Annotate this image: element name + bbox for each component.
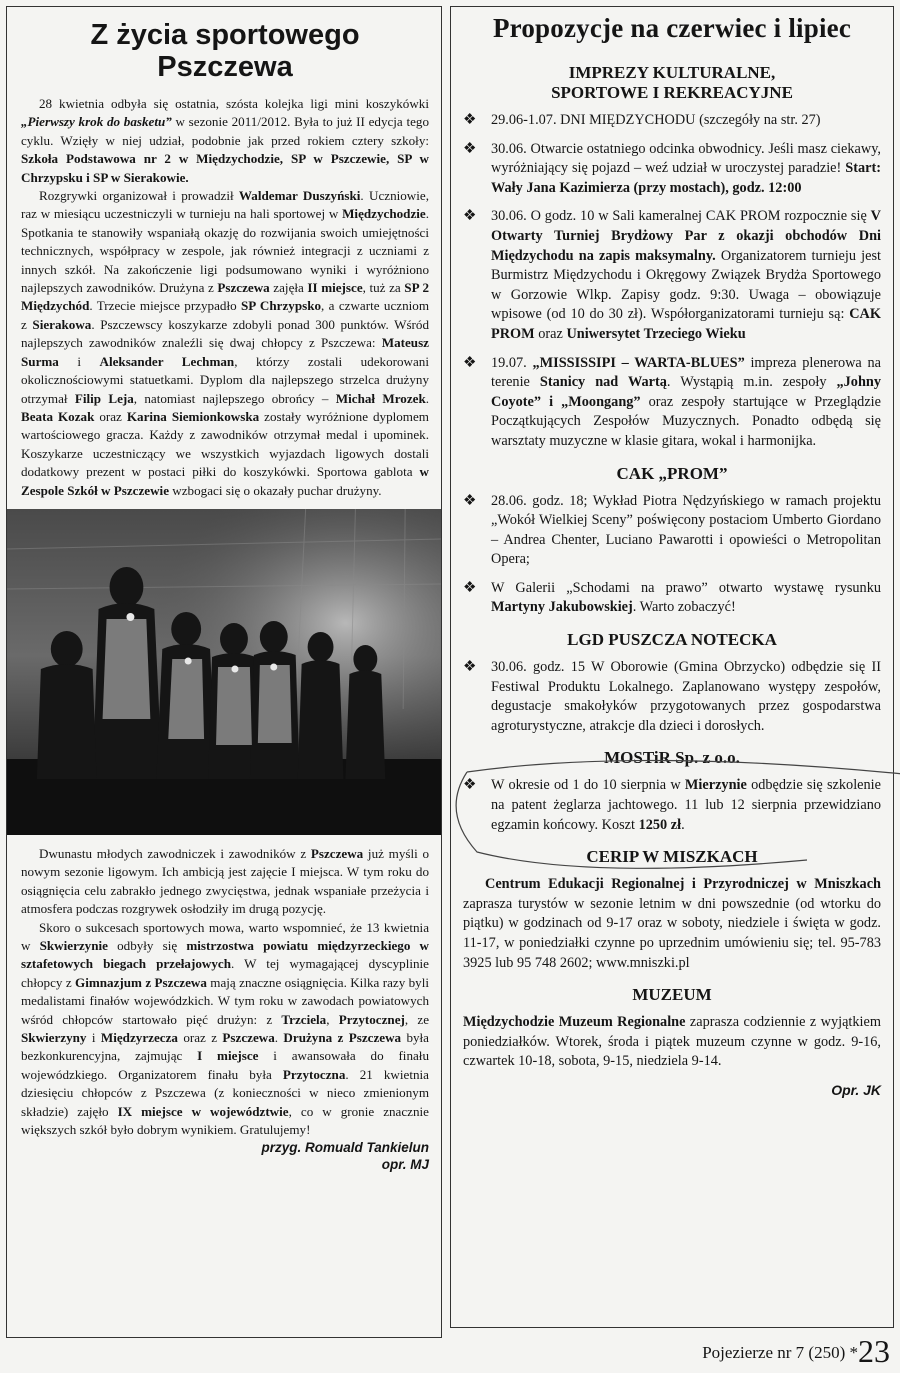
article-paragraph-3 bbox=[21, 845, 429, 919]
emphasis-text: w Zespole Szkół w Pszczewie bbox=[21, 464, 429, 498]
emphasis-text: Uniwersytet Trzeciego Wieku bbox=[566, 325, 746, 342]
text-run: , a czwarte uczniom z bbox=[21, 298, 430, 332]
text-run: i awansowała do finału wojewódzkiego. Organizatorem finału była bbox=[21, 1048, 429, 1082]
left-article bbox=[6, 6, 442, 1338]
text-run: w sezonie 2011/2012. Była to już II edycja tego cyklu. Wzięły w niej udział, podobnie jak przed rokiem cztery szkoły: bbox=[21, 114, 429, 148]
text-run: 30.06. Otwarcie ostatniego odcinka obwodnicy. Jeśli masz ciekawy, wyróżniający się pojazd – weź udział w uroczystej paradzie! bbox=[491, 140, 881, 177]
section-title-mostir: MOSTiR Sp. z o.o. bbox=[604, 748, 740, 768]
text-run: W okresie od 1 do 10 sierpnia w bbox=[491, 777, 685, 794]
text-run: oraz zespoły startujące w Przeglądzie Początkujących Zespołów Muzycznych. Ponadto odbędą się warsztaty muzyczne w klasie gitara, wokal i harmonijka. bbox=[491, 393, 881, 449]
emphasis-text: Międzychodzie bbox=[342, 206, 426, 222]
emphasis-text: Gimnazjum z Pszczewa bbox=[75, 974, 207, 990]
emphasis-text: SP 2 Międzychód bbox=[21, 280, 429, 314]
text-run: . bbox=[425, 390, 430, 406]
text-run: oraz bbox=[94, 408, 127, 424]
team-photo bbox=[7, 509, 441, 835]
list-item bbox=[463, 492, 881, 570]
list-item-text bbox=[491, 492, 881, 570]
bullet-icon: ❖ bbox=[463, 112, 477, 128]
text-run: i bbox=[86, 1030, 101, 1045]
emphasis-text: Przytoczna bbox=[282, 1066, 346, 1082]
text-run: Organizatorem turnieju jest Burmistrz Międzychodu i Okręgowy Związek Brydża Sportowego w Gorzowie Wlkp. Zapisy godz. 9:30. Uwaga – obowiązuje wpisowe (od 10 do 30 zł). Współorganizatorami turnieju są: bbox=[491, 247, 882, 323]
emphasis-text: 1250 zł bbox=[638, 816, 682, 833]
text-run: była bezkonkurencyjna, zajmując bbox=[21, 1030, 429, 1064]
events-list bbox=[463, 111, 881, 452]
right-listings bbox=[450, 6, 894, 1328]
bullet-icon: ❖ bbox=[463, 492, 477, 509]
section-title-events-line-2: SPORTOWE I REKREACYJNE bbox=[551, 83, 793, 102]
text-run: 28 kwietnia odbyła się ostatnia, szósta kolejka ligi mini koszykówki bbox=[39, 96, 429, 111]
muzeum-paragraph bbox=[463, 1013, 881, 1072]
text-run: mają znaczne osiągnięcia. Kilka razy byli medalistami finałów wojewódzkich. W tym roku w zawodach powiatowych wśród chłopców startowało pięć drużyn: z bbox=[21, 974, 429, 1027]
bullet-icon: ❖ bbox=[463, 208, 477, 225]
section-title-lgd: LGD PUSZCZA NOTECKA bbox=[567, 630, 777, 650]
text-run: , bbox=[326, 1011, 339, 1027]
emphasis-text: Aleksander Lechman bbox=[99, 353, 235, 369]
text-run: Dwunastu młodych zawodniczek i zawodników z bbox=[39, 845, 311, 861]
text-run: i bbox=[58, 353, 100, 369]
bullet-icon: ❖ bbox=[463, 140, 477, 157]
emphasis-text: SP Chrzypsko bbox=[241, 298, 322, 314]
text-run: oraz bbox=[534, 325, 567, 342]
emphasis-text: Drużyna z Pszczewa bbox=[283, 1030, 402, 1045]
editor-signature: opr. MJ bbox=[381, 1157, 429, 1173]
mostir-list bbox=[463, 776, 881, 835]
text-run: już myśli o nowym sezonie ligowym. Ich ambicją jest zajęcie I miejsca. W tym roku do osiągnięcia celu zabrakło jednego zwycięstwa, jednak wspaniałe przeżycia i atmosfera podczas rozgrywek osłodziły im drugą pozycję. bbox=[21, 845, 429, 917]
section-title-cerip: CERIP W MISZKACH bbox=[586, 847, 758, 867]
text-run: zaprasza turystów w sezonie letnim w dni powszednie (od wtorku do piątku) w godzinach od 9-17 oraz w soboty, niedziele i święta w godz. 11-17, w poniedziałki czynne po uprzednim umówieniu się; tel. 95-783 3925 lub 95 748 2602; www.mniszki.pl bbox=[463, 895, 881, 971]
text-run: . Trzecie miejsce przypadło bbox=[89, 298, 241, 314]
text-run: impreza plenerowa na terenie bbox=[491, 354, 881, 391]
emphasis-text: „MISSISSIPI – WARTA-BLUES” bbox=[532, 354, 745, 371]
section-title-events-line-1: IMPREZY KULTURALNE, bbox=[568, 63, 776, 82]
list-item bbox=[463, 111, 881, 131]
list-item-text bbox=[491, 776, 881, 835]
emphasis-text: Międzychodzie Muzeum Regionalne bbox=[463, 1014, 686, 1031]
emphasis-text: Beata Kozak bbox=[21, 408, 95, 424]
text-run: , co w gronie znacznie większych szkół było dobrym wynikiem. Gratulujemy! bbox=[21, 1103, 429, 1138]
text-run: . Pszczewscy koszykarze zdobyli ponad 300 punktów. Wśród najlepszych zawodników znaleźli się dwaj chłopcy z Pszczewa: bbox=[21, 316, 429, 351]
list-item bbox=[463, 140, 881, 199]
text-run: . Uczniowie, raz w miesiącu uczestniczyli w turnieju na hali sportowej w bbox=[21, 188, 429, 222]
emphasis-text: CAK PROM bbox=[491, 306, 881, 342]
emphasis-text: Waldemar Duszyński bbox=[238, 188, 361, 204]
list-item bbox=[463, 354, 881, 452]
page-number: 23 bbox=[858, 1333, 890, 1369]
emphasis-text: Pszczewa bbox=[310, 845, 364, 861]
text-run: . Spotkania te stanowiły wspaniałą okazję do rozwijania swoich umiejętności technicznych, współpracy w zespole, jak również integracji z uczniami z innych szkół. Na zakończenie ligi podsumowano wyniki i wyróżniono najlepszych zawodników. Drużyna z bbox=[21, 206, 429, 296]
list-item-text bbox=[491, 579, 881, 618]
emphasis-text: I miejsce bbox=[197, 1048, 259, 1064]
emphasis-text: Mateusz Surma bbox=[21, 335, 429, 369]
text-run: . bbox=[274, 1030, 284, 1045]
text-run: Skoro o sukcesach sportowych mowa, warto wspomnieć, że 13 kwietnia w bbox=[21, 919, 429, 953]
emphasis-text: Skwierzynie bbox=[39, 937, 108, 953]
title-line-2: Pszczewa bbox=[157, 51, 293, 83]
emphasis-text: „Pierwszy krok do basketu” bbox=[21, 114, 172, 130]
list-item-text bbox=[491, 111, 881, 131]
text-run: , natomiast najlepszego obrońcy – bbox=[133, 390, 336, 406]
page-footer bbox=[702, 1335, 890, 1369]
emphasis-text: Mierzynie bbox=[684, 777, 747, 794]
article-title bbox=[21, 19, 429, 83]
listings-title: Propozycje na czerwiec i lipiec bbox=[492, 13, 852, 43]
emphasis-text: Michał Mrozek bbox=[335, 390, 426, 406]
team-photo-image bbox=[7, 509, 441, 835]
text-run: zajęła bbox=[269, 280, 308, 296]
emphasis-text: Filip Leja bbox=[74, 390, 134, 406]
list-item bbox=[463, 207, 881, 344]
text-run: 28.06. godz. 18; Wykład Piotra Nędzyńskiego w ramach projektu „Wokół Wielkiej Sceny” poświęcony postaciom Umberto Giordano – Andrea Chenter, Luciano Pawarotti i opowieści o Metropolitan Opera; bbox=[491, 492, 881, 568]
text-run: . 21 kwietnia dziesięciu chłopców z Pszczewa (z konieczności w nieco zmienionym składzie) zajęło bbox=[21, 1066, 429, 1119]
list-item bbox=[463, 776, 881, 835]
list-item-text bbox=[491, 207, 881, 344]
text-run: . Warto zobaczyć! bbox=[632, 599, 736, 616]
bullet-icon: ❖ bbox=[463, 659, 477, 676]
bullet-icon: ❖ bbox=[463, 579, 477, 596]
emphasis-text: Sierakowa bbox=[32, 316, 92, 332]
emphasis-text: Pszczewa bbox=[222, 1030, 275, 1045]
emphasis-text: IX miejsce w województwie bbox=[117, 1103, 289, 1119]
text-run: , którzy zostali udekorowani okolicznościowymi statuetkami. Dyplom dla najlepszego strzelca drużyny otrzymał bbox=[21, 353, 429, 406]
emphasis-text: Skwierzyny bbox=[21, 1030, 87, 1045]
section-title-events bbox=[463, 63, 881, 103]
list-item-text bbox=[491, 658, 881, 736]
section-title-cak-prom: CAK „PROM” bbox=[616, 463, 728, 483]
emphasis-text: Martyny Jakubowskiej bbox=[491, 599, 633, 616]
emphasis-text: Stanicy nad Wartą bbox=[539, 374, 667, 391]
text-run: , tuż za bbox=[362, 280, 405, 296]
text-run: Rozgrywki organizował i prowadził bbox=[39, 188, 239, 204]
article-paragraph-1 bbox=[21, 95, 429, 187]
article-paragraph-4 bbox=[21, 919, 429, 1140]
article-paragraph-2 bbox=[21, 187, 429, 500]
text-run: . W tej wymagającej dyscyplinie chłopcy z bbox=[21, 956, 429, 990]
lgd-list bbox=[463, 658, 881, 736]
emphasis-text: Przytocznej bbox=[338, 1011, 405, 1027]
text-run: , ze bbox=[404, 1011, 430, 1027]
emphasis-text: Pszczewa bbox=[217, 280, 270, 296]
list-item bbox=[463, 579, 881, 618]
text-run: wzbogaci się o okazały puchar drużyny. bbox=[169, 482, 382, 498]
section-title-muzeum: MUZEUM bbox=[632, 985, 712, 1005]
text-run: . Wystąpią m.in. zespoły bbox=[666, 374, 837, 391]
emphasis-text: V Otwarty Turniej Brydżowy Par z okazji obchodów Dni Międzychodu na zapis maksymalny. bbox=[491, 208, 881, 264]
text-run: zaprasza codziennie z wyjątkiem poniedziałków. Wtorek, środa i piątek muzeum czynne w godz. 9-16, czwartek 10-18, sobota, 9-15, niedziela 9-14. bbox=[463, 1014, 881, 1070]
text-run: odbyły się bbox=[107, 937, 187, 953]
text-run: zostały wyróżnione dyplomem wartościowego gracza. Każdy z zawodników otrzymał medal i upominek. Koszykarze uczestniczący we wszystkich wyjazdach ligowych dostali dodatkowy prezent w postaci piłki do koszykówki. Sportowa gablota bbox=[21, 408, 429, 480]
emphasis-text: Szkoła Podstawowa nr 2 w Międzychodzie, SP w Pszczewie, SP w Chrzypsku i SP w Sierakowie. bbox=[21, 151, 429, 185]
emphasis-text: „Johny Coyote” i „Moongang” bbox=[491, 374, 881, 410]
listings-signature: Opr. JK bbox=[831, 1081, 881, 1098]
text-run: W Galerii „Schodami na prawo” otwarto wystawę rysunku bbox=[491, 579, 881, 596]
bullet-icon: ❖ bbox=[463, 354, 477, 371]
cerip-paragraph bbox=[463, 875, 881, 973]
cak-prom-list bbox=[463, 492, 881, 619]
emphasis-text: Start: Wały Jana Kazimierza (przy mostach), godz. 12:00 bbox=[491, 160, 881, 196]
bullet-icon: ❖ bbox=[463, 777, 477, 794]
text-run: . bbox=[681, 816, 685, 833]
emphasis-text: II miejsce bbox=[307, 280, 363, 296]
footer-issue: Pojezierze nr 7 (250) * bbox=[702, 1343, 858, 1362]
text-run: 30.06. O godz. 10 w Sali kameralnej CAK PROM rozpocznie się bbox=[491, 208, 871, 225]
emphasis-text: Karina Siemionkowska bbox=[126, 408, 260, 424]
emphasis-text: mistrzostwa powiatu międzyrzeckiego w sztafetowych biegach przełajowych bbox=[21, 937, 429, 972]
emphasis-text: Trzciela bbox=[281, 1011, 327, 1027]
list-item-text bbox=[491, 354, 881, 452]
text-run: oraz z bbox=[177, 1030, 223, 1045]
list-item-text bbox=[491, 140, 881, 199]
text-run: 19.07. bbox=[491, 354, 533, 371]
list-item bbox=[463, 658, 881, 736]
title-line-1: Z życia sportowego bbox=[90, 19, 360, 51]
text-run: odbędzie się szkolenie na patent żeglarza jachtowego. 11 lub 12 sierpnia przewidziano egzamin końcowy. Koszt bbox=[491, 777, 881, 833]
text-run: 30.06. godz. 15 W Oborowie (Gmina Obrzycko) odbędzie się II Festiwal Produktu Lokalnego. Zaplanowano występy zespołów, degustacje smakołyków przygotowanych przez gospodarstwa agroturystyczne, atrakcje dla dzieci i dorosłych. bbox=[491, 659, 881, 734]
author-signature: przyg. Romuald Tankielun bbox=[261, 1140, 429, 1156]
emphasis-text: Międzyrzecza bbox=[100, 1030, 178, 1045]
text-run: 29.06-1.07. DNI MIĘDZYCHODU (szczegóły na str. 27) bbox=[491, 112, 821, 128]
emphasis-text: Centrum Edukacji Regionalnej i Przyrodniczej w Mniszkach bbox=[485, 876, 881, 893]
